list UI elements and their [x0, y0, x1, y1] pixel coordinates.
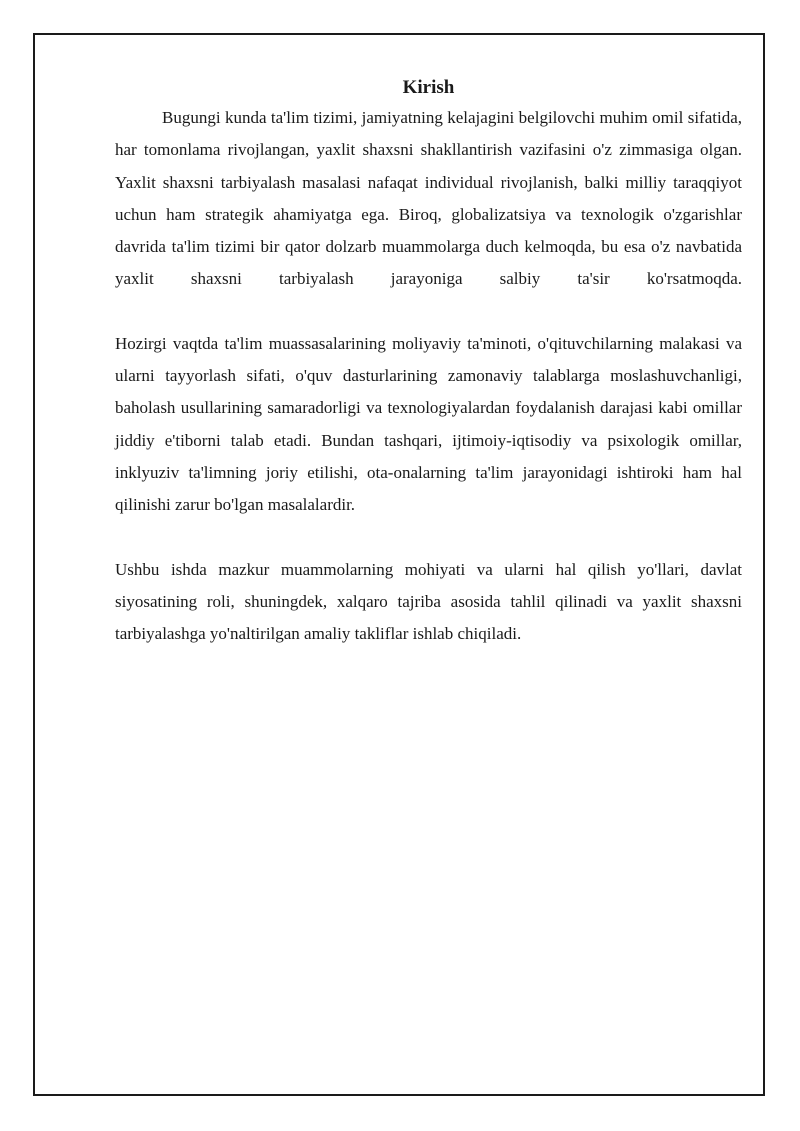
paragraph-spacer: [115, 522, 742, 554]
paragraph-current-issues: Hozirgi vaqtda ta'lim muassasalarining moliyaviy ta'minoti, o'qituvchilarning malakasi va ularni tayyorlash sifati, o'quv dasturlarining zamonaviy talablarga moslashuvchanligi, baholash usullarining samaradorligi va texnologiyalardan foydalanish darajasi kabi omillar jiddiy e'tiborni talab etadi. Bundan tashqari, ijtimoiy-iqtisodiy va psixologik omillar, inklyuziv ta'limning joriy etilishi, ota-onalarning ta'lim jarayonidagi ishtiroki ham hal qilinishi zarur bo'lgan masalalardir.: [115, 333, 742, 515]
document-body: [115, 74, 742, 650]
paragraph-spacer: [115, 296, 742, 328]
paragraph-scope: Ushbu ishda mazkur muammolarning mohiyati va ularni hal qilish yo'llari, davlat siyosatining roli, shuningdek, xalqaro tajriba asosida tahlil qilinadi va yaxlit shaxsni tarbiyalashga yo'naltirilgan amaliy takliflar ishlab chiqiladi.: [115, 559, 742, 644]
paragraph-intro: Bugungi kunda ta'lim tizimi, jamiyatning kelajagini belgilovchi muhim omil sifatida, har tomonlama rivojlangan, yaxlit shaxsni shakllantirish vazifasini o'z zimmasiga olgan. Yaxlit shaxsni tarbiyalash masalasi nafaqat individual rivojlanish, balki milliy taraqqiyot uchun ham strategik ahamiyatga ega. Biroq, globalizatsiya va texnologik o'zgarishlar davrida ta'lim tizimi bir qator dolzarb muammolarga duch kelmoqda, bu esa o'z navbatida yaxlit shaxsni tarbiyalash jarayoniga salbiy ta'sir ko'rsatmoqda.: [115, 108, 742, 289]
document-title: Kirish: [402, 77, 455, 98]
